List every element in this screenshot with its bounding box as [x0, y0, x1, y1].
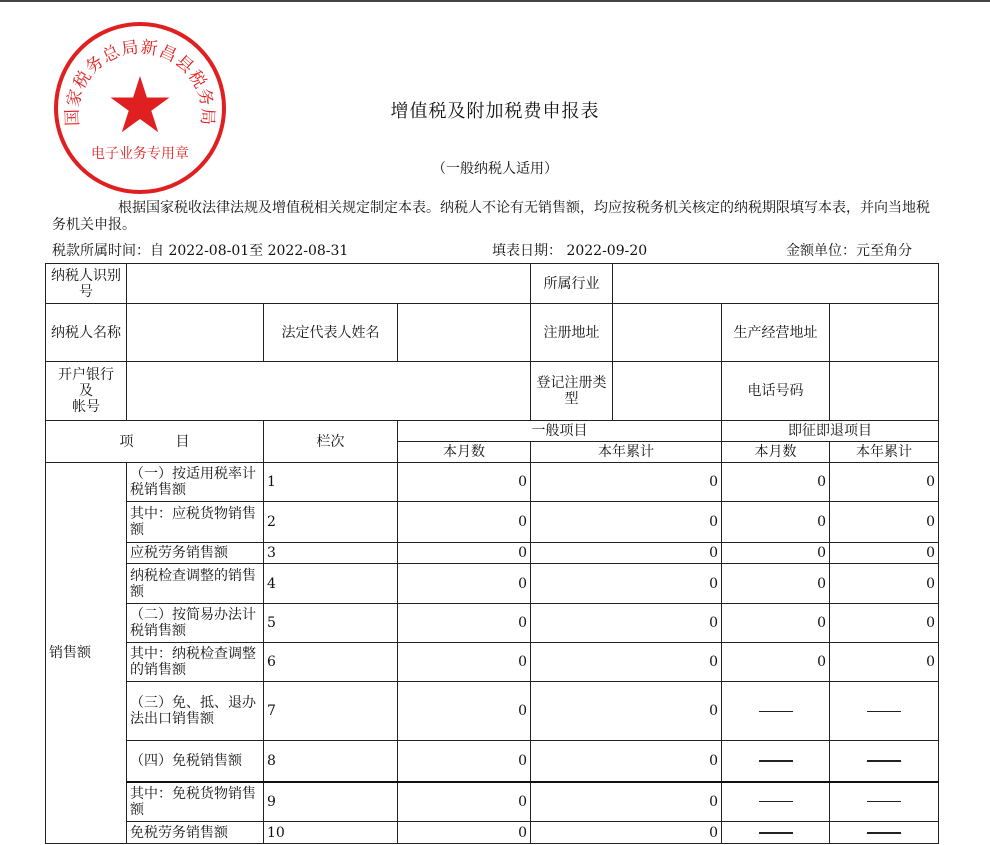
biz-address-field[interactable]: [830, 304, 939, 362]
declaration-form-table: [45, 263, 939, 844]
not-applicable-dash: [867, 711, 901, 712]
general-year-value[interactable]: 0: [531, 822, 722, 844]
amount-unit: 金额单位：元至角分: [786, 243, 912, 259]
immediate-month-header: 本月数: [722, 442, 830, 463]
header-row-groups: [46, 421, 939, 442]
immediate-month-value[interactable]: 0: [722, 543, 830, 564]
not-applicable-dash: [867, 832, 901, 834]
immediate-month-value[interactable]: 0: [722, 502, 830, 543]
table-row: [46, 502, 939, 543]
immediate-month-value[interactable]: 0: [722, 604, 830, 643]
immediate-year-value[interactable]: 0: [830, 543, 939, 564]
immediate-year-value: [830, 782, 939, 822]
row-no: 9: [264, 782, 398, 822]
general-year-value[interactable]: 0: [531, 604, 722, 643]
row-label: 免税劳务销售额: [127, 822, 264, 844]
immediate-month-value: [722, 682, 830, 741]
immediate-year-value[interactable]: 0: [830, 643, 939, 682]
industry-field[interactable]: [613, 264, 939, 304]
info-row-taxpayer-name: [46, 304, 939, 362]
immediate-year-value[interactable]: 0: [830, 564, 939, 604]
info-row-bank: [46, 362, 939, 421]
general-month-value[interactable]: 0: [398, 604, 531, 643]
general-year-value[interactable]: 0: [531, 564, 722, 604]
sales-section-label: 销售额: [46, 463, 127, 844]
table-row: [46, 604, 939, 643]
not-applicable-dash: [759, 760, 793, 762]
top-border: [0, 0, 990, 2]
reg-address-field[interactable]: [613, 304, 722, 362]
row-label: （一）按适用税率计税销售额: [127, 463, 264, 502]
row-no: 3: [264, 543, 398, 564]
row-label: 其中：纳税检查调整的销售额: [127, 643, 264, 682]
not-applicable-dash: [759, 711, 793, 712]
legal-rep-label: 法定代表人姓名: [264, 304, 398, 362]
general-items-header: 一般项目: [398, 421, 722, 442]
immediate-year-value[interactable]: 0: [830, 502, 939, 543]
general-month-value[interactable]: 0: [398, 643, 531, 682]
bank-account-field[interactable]: [127, 362, 531, 421]
fill-date: 填表日期： 2022-09-20: [492, 243, 648, 259]
bank-label: [46, 362, 127, 421]
taxpayer-id-label: 纳税人识别号: [46, 264, 127, 304]
immediate-year-value: [830, 741, 939, 782]
table-row: [46, 682, 939, 741]
table-row: [46, 564, 939, 604]
row-label: 应税劳务销售额: [127, 543, 264, 564]
general-month-value[interactable]: 0: [398, 741, 531, 782]
bank-label-line-2: 及: [79, 383, 93, 399]
not-applicable-dash: [759, 832, 793, 834]
row-label: 其中：免税货物销售额: [127, 782, 264, 822]
general-month-value[interactable]: 0: [398, 564, 531, 604]
table-row: [46, 782, 939, 822]
row-no: 4: [264, 564, 398, 604]
table-row: [46, 822, 939, 844]
immediate-month-value[interactable]: 0: [722, 564, 830, 604]
industry-label: 所属行业: [531, 264, 613, 304]
bank-label-line-3: 帐号: [72, 399, 100, 415]
general-year-value[interactable]: 0: [531, 502, 722, 543]
row-no: 8: [264, 741, 398, 782]
general-month-value[interactable]: 0: [398, 782, 531, 822]
immediate-year-value: [830, 822, 939, 844]
row-label: 其中：应税货物销售额: [127, 502, 264, 543]
row-label: （三）免、抵、退办法出口销售额: [127, 682, 264, 741]
immediate-month-value[interactable]: 0: [722, 463, 830, 502]
immediate-year-value[interactable]: 0: [830, 463, 939, 502]
general-month-value[interactable]: 0: [398, 463, 531, 502]
tax-period: 税款所属时间：自 2022-08-01至 2022-08-31: [52, 243, 349, 259]
immediate-month-value[interactable]: 0: [722, 643, 830, 682]
general-year-value[interactable]: 0: [531, 543, 722, 564]
taxpayer-id-field[interactable]: [127, 264, 531, 304]
row-no: 10: [264, 822, 398, 844]
bank-label-line-1: 开户银行: [58, 367, 114, 383]
item-header: 项 目: [46, 421, 264, 463]
immediate-refund-header: 即征即退项目: [722, 421, 939, 442]
immediate-year-value[interactable]: 0: [830, 604, 939, 643]
reg-type-label: 登记注册类型: [531, 362, 613, 421]
reg-address-label: 注册地址: [531, 304, 613, 362]
taxpayer-name-label: 纳税人名称: [46, 304, 127, 362]
general-year-value[interactable]: 0: [531, 782, 722, 822]
general-month-value[interactable]: 0: [398, 543, 531, 564]
general-year-header: 本年累计: [531, 442, 722, 463]
table-row: [46, 543, 939, 564]
immediate-month-value: [722, 741, 830, 782]
form-instructions: 根据国家税收法律法规及增值税相关规定制定本表。纳税人不论有无销售额，均应按税务机关核定的纳税期限填写本表，并向当地税务机关申报。: [52, 200, 930, 233]
seal-bottom-text: 电子业务专用章: [91, 146, 189, 162]
immediate-year-header: 本年累计: [830, 442, 939, 463]
not-applicable-dash: [759, 801, 793, 802]
immediate-month-value: [722, 782, 830, 822]
taxpayer-name-field[interactable]: [127, 304, 264, 362]
not-applicable-dash: [867, 801, 901, 802]
table-row: [46, 741, 939, 782]
general-year-value[interactable]: 0: [531, 741, 722, 782]
row-no: 2: [264, 502, 398, 543]
immediate-month-value: [722, 822, 830, 844]
general-year-value[interactable]: 0: [531, 682, 722, 741]
general-year-value[interactable]: 0: [531, 463, 722, 502]
form-title: 增值税及附加税费申报表: [390, 101, 600, 122]
legal-rep-field[interactable]: [398, 304, 531, 362]
general-year-value[interactable]: 0: [531, 643, 722, 682]
phone-label: 电话号码: [722, 362, 830, 421]
row-no: 6: [264, 643, 398, 682]
biz-address-label: 生产经营地址: [722, 304, 830, 362]
general-month-value[interactable]: 0: [398, 502, 531, 543]
row-label: 纳税检查调整的销售额: [127, 564, 264, 604]
not-applicable-dash: [867, 760, 901, 762]
reg-type-field[interactable]: [613, 362, 722, 421]
general-month-header: 本月数: [398, 442, 531, 463]
row-label: （四）免税销售额: [127, 741, 264, 782]
table-row: [46, 463, 939, 502]
row-no: 5: [264, 604, 398, 643]
general-month-value[interactable]: 0: [398, 822, 531, 844]
row-no: 7: [264, 682, 398, 741]
seal-arc-text: 国家税务总局新昌县税务局: [62, 37, 218, 127]
column-no-header: 栏次: [264, 421, 398, 463]
info-row-taxpayer-id: [46, 264, 939, 304]
general-month-value[interactable]: 0: [398, 682, 531, 741]
table-row: [46, 643, 939, 682]
phone-field[interactable]: [830, 362, 939, 421]
form-subtitle: （一般纳税人适用）: [432, 161, 558, 177]
immediate-year-value: [830, 682, 939, 741]
row-label: （二）按简易办法计税销售额: [127, 604, 264, 643]
row-no: 1: [264, 463, 398, 502]
